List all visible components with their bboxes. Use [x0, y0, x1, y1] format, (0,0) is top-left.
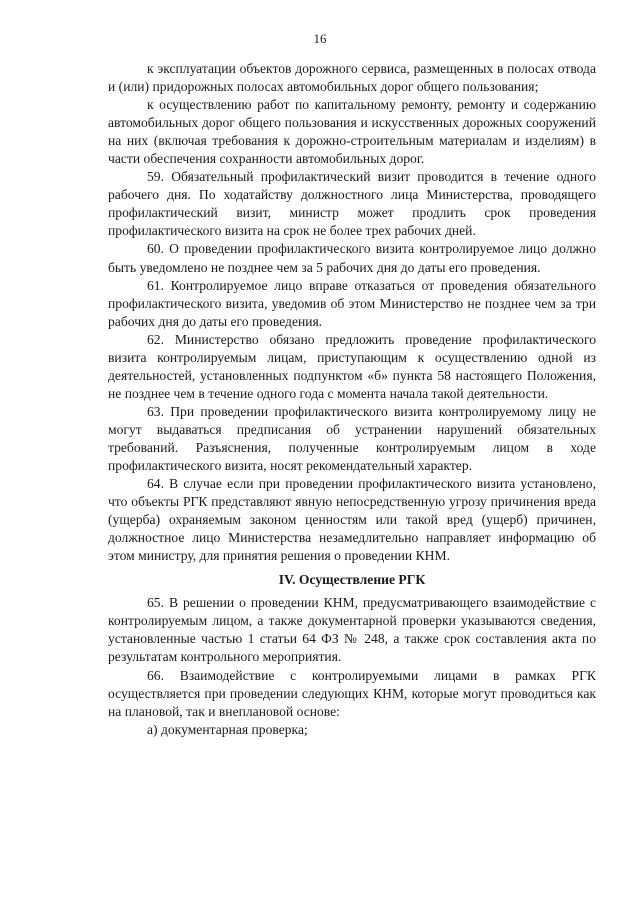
paragraph-65: 65. В решении о проведении КНМ, предусматривающего взаимодействие с контролируемым лицом, а также документарной проверки указываются сведения, установленные частью 1 статьи 64 ФЗ № 248, а также срок составления акта по результатам контрольного мероприятия.: [108, 595, 596, 665]
paragraph-64: 64. В случае если при проведении профилактического визита установлено, что объекты РГК представляют явную непосредственную угрозу причинения вреда (ущерба) охраняемым законом ценностям или такой вред (ущерб) причинен, должностное лицо Министерства незамедлительно направляет информацию об этом министру, для принятия решения о проведении КНМ.: [108, 476, 596, 564]
paragraph-63: 63. При проведении профилактического визита контролируемому лицу не могут выдаваться предписания об устранении нарушений обязательных требований. Разъяснения, полученные контролируемым лицом в ходе профилактического визита, носят рекомендательный характер.: [108, 403, 596, 474]
page-number: 16: [313, 31, 327, 46]
paragraph-62: 62. Министерство обязано предложить проведение профилактического визита контролируемым лицам, приступающим к осуществлению одной из деятельностей, установленных подпунктом «б» пункта 58 настоящего Положения, не позднее чем в течение одного года с момента начала такой деятельности.: [108, 331, 596, 401]
section-heading: IV. Осуществление РГК: [278, 572, 426, 588]
paragraph-road-service: к эксплуатации объектов дорожного сервиса, размещенных в полосах отвода и (или) придорожных полосах автомобильных дорог общего пользования;: [108, 61, 596, 95]
paragraph-60: 60. О проведении профилактического визита контролируемое лицо должно быть уведомлено не позднее чем за 5 рабочих дня до даты его проведения.: [108, 241, 596, 275]
document-body: [108, 60, 596, 739]
paragraph-59: 59. Обязательный профилактический визит проводится в течение одного рабочего дня. По ходатайству должностного лица Министерства, проводящего профилактический визит, министр может продлить срок проведения профилактического визита на срок не более трех рабочих дней.: [108, 169, 596, 239]
paragraph-61: 61. Контролируемое лицо вправе отказаться от проведения обязательного профилактического визита, уведомив об этом Министерство не позднее чем за три рабочих дня до даты его проведения.: [108, 277, 596, 329]
paragraph-capital-repair: к осуществлению работ по капитальному ремонту, ремонту и содержанию автомобильных дорог общего пользования и искусственных дорожных сооружений на них (включая требования к дорожно-строительным материалам и изделиям) в части обеспечения сохранности автомобильных дорог.: [108, 97, 596, 167]
paragraph-66: 66. Взаимодействие с контролируемыми лицами в рамках РГК осуществляется при проведении следующих КНМ, которые могут проводиться как на плановой, так и внеплановой основе:: [108, 667, 596, 719]
list-item-documentary-check: а) документарная проверка;: [147, 721, 308, 737]
